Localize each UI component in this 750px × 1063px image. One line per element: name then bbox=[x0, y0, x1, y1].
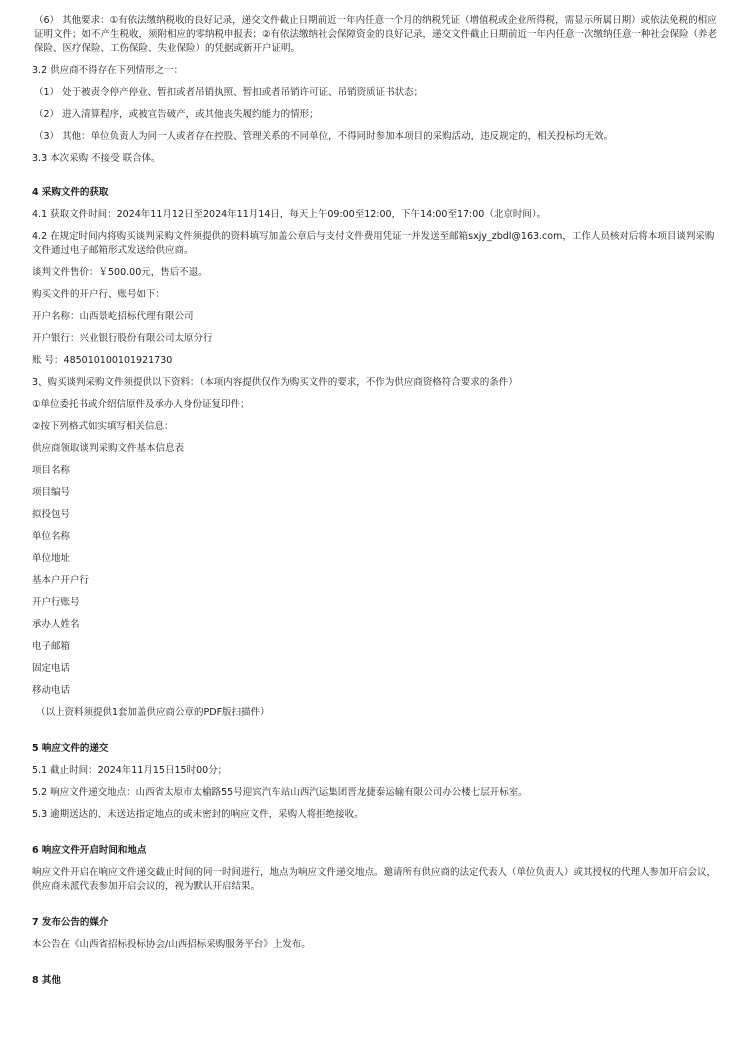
heading-section-8: 8 其他 bbox=[32, 975, 61, 986]
section-5-1: 5.1 截止时间：2024年11月15日15时00分； bbox=[32, 765, 228, 776]
form-note: （以上资料须提供1套加盖供应商公章的PDF版扫描件） bbox=[36, 707, 270, 718]
account-number: 账 号：485010100101921730 bbox=[32, 355, 173, 366]
section-4-2: 4.2 在规定时间内将购买谈判采购文件须提供的资料填写加盖公章后与支付文件费用凭证一并发送至邮箱sxjy_zbdl@163.com，工作人员核对后将本项目谈判采购文件通过电子邮箱形式发送给供应商。 bbox=[32, 231, 715, 256]
section-3-2-item-1: （1） 处于被责令停产停业、暂扣或者吊销执照、暂扣或者吊销许可证、吊销资质证书状态； bbox=[34, 87, 424, 98]
section-5-3: 5.3 逾期送达的、未送达指定地点的或未密封的响应文件，采购人将拒绝接收。 bbox=[32, 809, 364, 820]
requirement-6: （6） 其他要求：①有依法缴纳税收的良好记录，递交文件截止日期前近一年内任意一个月的纳税凭证（增值税或企业所得税，需显示所属日期）或依法免税的相应证明文件；如不产生税收，须附相应的零纳税申报表；②有依法缴纳社会保障资金的良好记录，递交文件截止日期前近一年内任意一次缴纳任意一种社会保险（养老保险、医疗保险、工伤保险、失业保险）的凭据或新开户证明。 bbox=[34, 15, 718, 54]
form-field: 固定电话 bbox=[32, 663, 71, 674]
section-4-1: 4.1 获取文件时间：2024年11月12日至2024年11月14日，每天上午09:00至12:00，下午14:00至17:00（北京时间）。 bbox=[32, 209, 547, 220]
section-5-2: 5.2 响应文件递交地点：山西省太原市太榆路55号迎宾汽车站山西汽运集团晋龙捷泰运输有限公司办公楼七层开标室。 bbox=[32, 787, 528, 798]
section-3-3: 3.3 本次采购 不接受 联合体。 bbox=[32, 153, 161, 164]
account-name: 开户名称：山西景屹招标代理有限公司 bbox=[32, 311, 194, 322]
document-price: 谈判文件售价：￥500.00元，售后不退。 bbox=[32, 267, 208, 278]
form-field: 项目名称 bbox=[32, 465, 71, 476]
form-field: 开户行账号 bbox=[32, 597, 80, 608]
bank-name: 开户银行：兴业银行股份有限公司太原分行 bbox=[32, 333, 213, 344]
form-field: 单位名称 bbox=[32, 531, 71, 542]
section-3-2: 3.2 供应商不得存在下列情形之一： bbox=[32, 65, 184, 76]
section-4-3: 3、购买谈判采购文件须提供以下资料：（本项内容提供仅作为购买文件的要求，不作为供应商资格符合要求的条件） bbox=[32, 377, 518, 388]
heading-section-6: 6 响应文件开启时间和地点 bbox=[32, 845, 147, 856]
section-3-2-item-2: （2） 进入清算程序，或被宣告破产，或其他丧失履约能力的情形； bbox=[34, 109, 319, 120]
requirement-item-2: ②按下列格式如实填写相关信息： bbox=[32, 421, 174, 432]
form-field: 承办人姓名 bbox=[32, 619, 80, 630]
section-6-text: 响应文件开启在响应文件递交截止时间的同一时间进行，地点为响应文件递交地点。邀请所有供应商的法定代表人（单位负责人）或其授权的代理人参加开启会议，供应商未派代表参加开启会议的，视为默认开启结果。 bbox=[32, 867, 717, 892]
form-field: 单位地址 bbox=[32, 553, 71, 564]
form-field: 拟投包号 bbox=[32, 509, 71, 520]
account-title: 购买文件的开户行、账号如下： bbox=[32, 289, 166, 300]
heading-section-4: 4 采购文件的获取 bbox=[32, 187, 109, 198]
form-field: 基本户开户行 bbox=[32, 575, 90, 586]
form-field: 移动电话 bbox=[32, 685, 71, 696]
requirement-item-1: ①单位委托书或介绍信原件及承办人身份证复印件； bbox=[32, 399, 250, 410]
section-3-2-item-3: （3） 其他：单位负责人为同一人或者存在控股、管理关系的不同单位，不得同时参加本项目的采购活动，违反规定的，相关投标均无效。 bbox=[34, 131, 614, 142]
form-field: 项目编号 bbox=[32, 487, 71, 498]
section-7-text: 本公告在《山西省招标投标协会/山西招标采购服务平台》上发布。 bbox=[32, 939, 311, 950]
heading-section-7: 7 发布公告的媒介 bbox=[32, 917, 109, 928]
form-field-list bbox=[32, 464, 720, 698]
form-title: 供应商领取谈判采购文件基本信息表 bbox=[32, 443, 185, 454]
form-field: 电子邮箱 bbox=[32, 641, 71, 652]
heading-section-5: 5 响应文件的递交 bbox=[32, 743, 109, 754]
